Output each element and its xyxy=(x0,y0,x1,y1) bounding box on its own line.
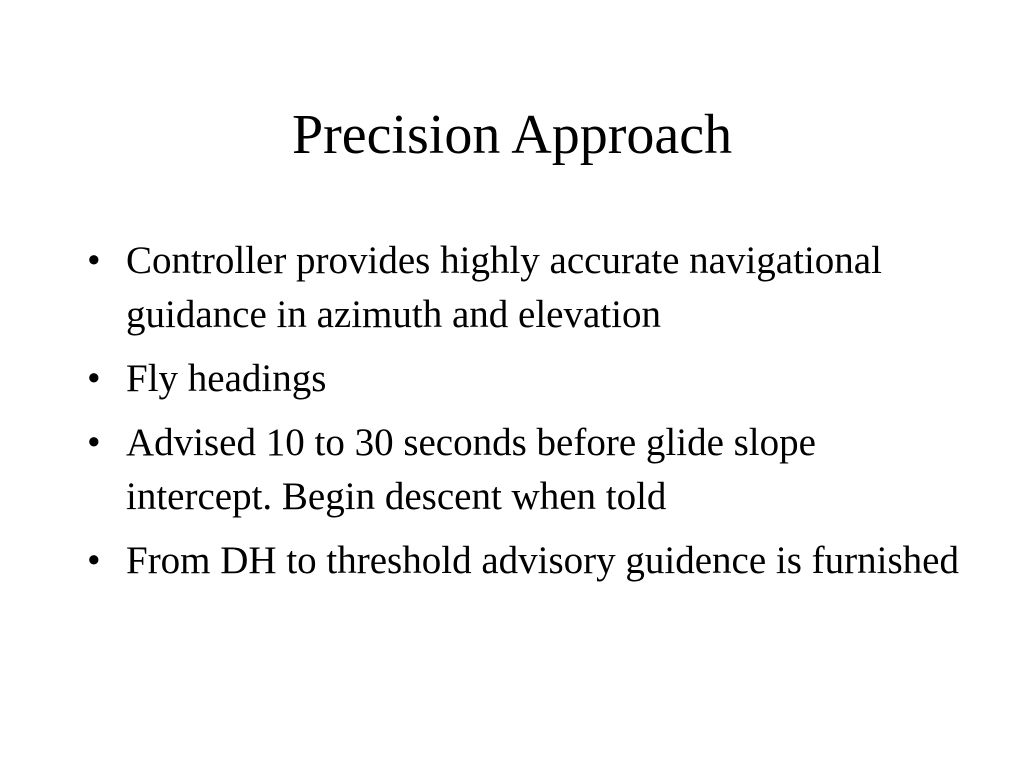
bullet-text: Fly headings xyxy=(126,357,327,400)
bullet-marker: • xyxy=(87,239,101,282)
bullet-text: From DH to threshold advisory guidence is furnished xyxy=(126,539,959,582)
slide-title: Precision Approach xyxy=(291,104,733,166)
bullet-list xyxy=(82,234,962,598)
bullet-text: Advised 10 to 30 seconds before glide slope intercept. Begin descent when told xyxy=(126,421,816,518)
bullet-item xyxy=(82,534,962,588)
bullet-item xyxy=(82,416,962,524)
bullet-text: Controller provides highly accurate navigational guidance in azimuth and elevation xyxy=(126,239,882,336)
bullet-item xyxy=(82,234,962,342)
bullet-marker: • xyxy=(87,539,101,582)
bullet-marker: • xyxy=(87,421,101,464)
bullet-marker: • xyxy=(87,357,101,400)
bullet-item xyxy=(82,352,962,406)
